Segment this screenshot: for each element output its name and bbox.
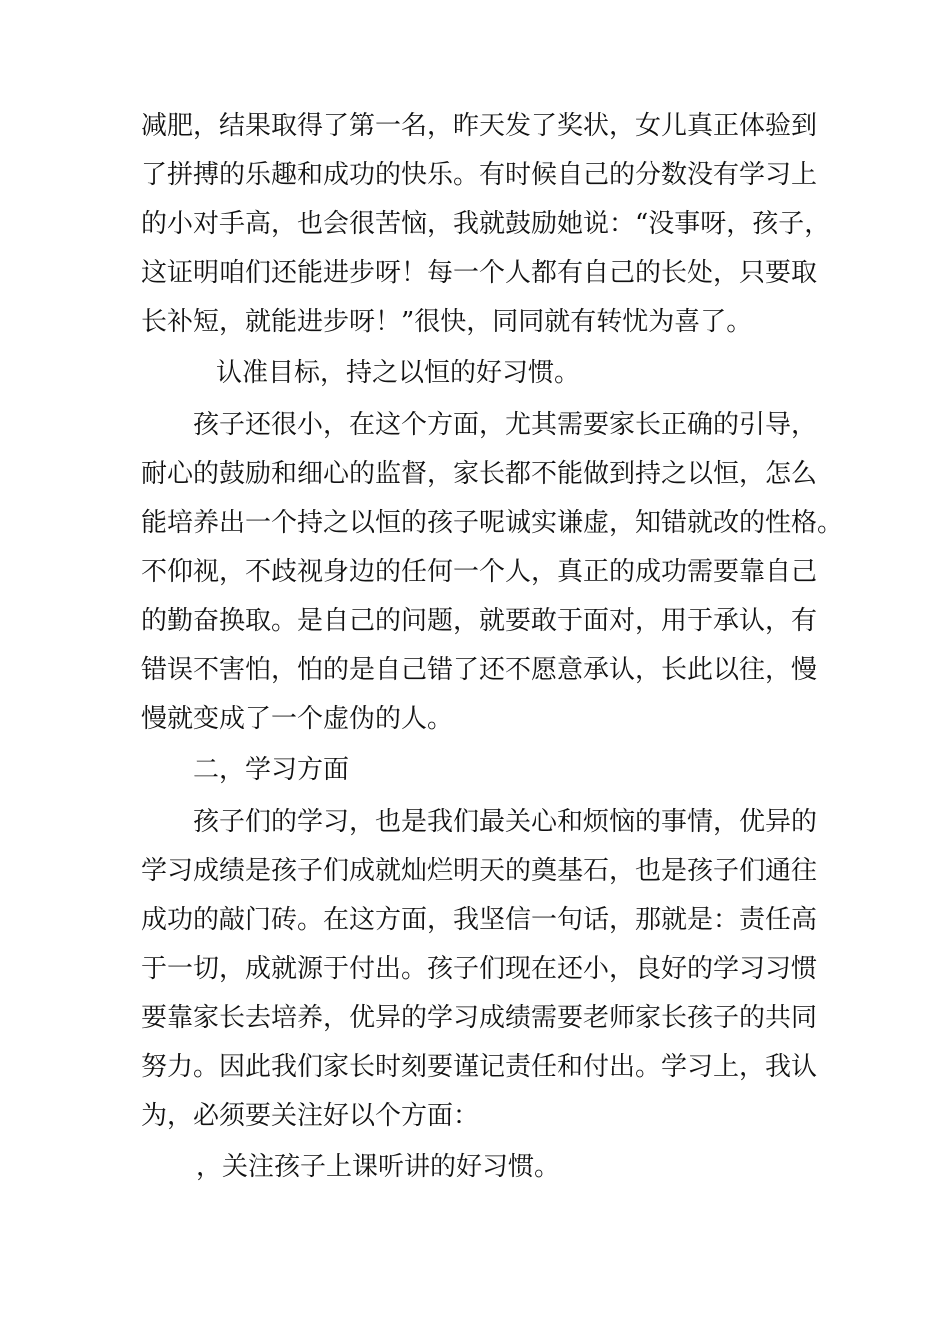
text-line: 为，必须要关注好以个方面：: [141, 1101, 480, 1131]
text-line: 减肥，结果取得了第一名，昨天发了奖状，女儿真正体验到: [141, 111, 818, 141]
text-line: 于一切，成就源于付出。孩子们现在还小，良好的学习习惯: [141, 954, 818, 984]
text-line: 这证明咱们还能进步呀！每一个人都有自己的长处，只要取: [141, 258, 818, 288]
text-line: 孩子们的学习，也是我们最关心和烦恼的事情，优异的: [193, 807, 818, 837]
text-line: 不仰视，不歧视身边的任何一个人，真正的成功需要靠自己: [141, 557, 818, 587]
text-line: 要靠家长去培养，优异的学习成绩需要老师家长孩子的共同: [141, 1003, 818, 1033]
text-line: 耐心的鼓励和细心的监督，家长都不能做到持之以恒，怎么: [141, 459, 818, 489]
text-line: 错误不害怕，怕的是自己错了还不愿意承认，长此以往，慢: [141, 655, 818, 685]
text-line: 的勤奋换取。是自己的问题，就要敢于面对，用于承认，有: [141, 606, 818, 636]
text-line: 长补短，就能进步呀！”很快，同同就有转忧为喜了。: [141, 307, 753, 337]
text-line: 努力。因此我们家长时刻要谨记责任和付出。学习上，我认: [141, 1052, 818, 1082]
text-line: 学习成绩是孩子们成就灿烂明天的奠基石，也是孩子们通往: [141, 856, 818, 886]
text-line: 慢就变成了一个虚伪的人。: [141, 704, 454, 734]
text-line: 了拼搏的乐趣和成功的快乐。有时候自己的分数没有学习上: [141, 160, 818, 190]
text-line: 孩子还很小，在这个方面，尤其需要家长正确的引导，: [193, 410, 818, 440]
text-line: 成功的敲门砖。在这方面，我坚信一句话，那就是：责任高: [141, 905, 818, 935]
list-item: ，关注孩子上课听讲的好习惯。: [196, 1152, 561, 1182]
section-heading: 认准目标，持之以恒的好习惯。: [216, 358, 581, 388]
text-line: 的小对手高，也会很苦恼，我就鼓励她说：“没事呀，孩子，: [141, 209, 831, 239]
text-line: 能培养出一个持之以恒的孩子呢诚实谦虚，知错就改的性格。: [141, 508, 844, 538]
section-heading: 二，学习方面: [193, 755, 350, 785]
